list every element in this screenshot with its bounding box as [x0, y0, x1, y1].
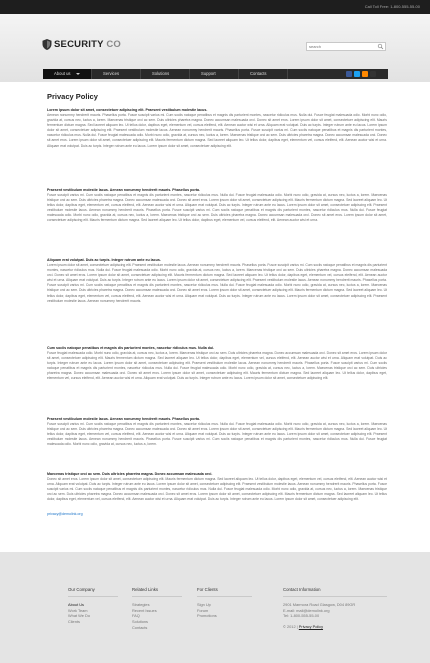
nav-label: Contacts	[250, 71, 267, 76]
logo-suffix: CO	[106, 39, 121, 50]
footer-link-about-us[interactable]: About Us	[68, 602, 85, 607]
social-links	[346, 71, 376, 77]
footer-link-strategies[interactable]: Strategies	[132, 602, 150, 607]
section-text: Lorem ipsum dolor sit amet, consectetuer adipiscing elit. Praesent vestibulum molestie lacus. Aenean nonummy hendrerit mauris. Phasellus porta. Fusce suscipit varius mi. Cum sociis natoque penatibus et magnis dis parturient montes, nascetur ridiculus mus. Nulla dui. Fusce feugiat malesuada odio. Morbi nunc odio, gravida at, cursus nec, luctus a, lorem. Maecenas tristique orci ac sem. Duis ultricies pharetra magna. Donec accumsan malesuada orci. Donec sit amet eros. Lorem ipsum dolor sit amet, consectetuer adipiscing elit. Mauris fermentum dictum magna. Sed laoreet aliquam leo. Ut tellus dolor, dapibus eget, elementum vel, cursus eleifend, elit. Aenean auctor wisi et urna. Aliquam erat volutpat. Duis ac turpis. Integer rutrum ante eu lacus. Lorem ipsum dolor sit amet, consectetuer adipiscing elit. Praesent vestibulum molestie lacus. Aenean nonummy hendrerit mauris. Phasellus porta. Fusce suscipit varius mi. Cum sociis natoque penatibus et magnis dis parturient montes, nascetur ridiculus mus. Nulla dui. Fusce feugiat malesuada odio. Morbi nunc odio, gravida at, cursus nec, luctus a, lorem. Maecenas tristique orci ac sem. Duis ultricies pharetra magna. Donec accumsan malesuada orci. Donec sit amet eros. Lorem ipsum dolor sit amet, consectetuer adipiscing elit. Mauris fermentum dictum magna. Sed laoreet aliquam leo. Ut tellus dolor, dapibus eget, elementum vel, cursus eleifend, elit. Aenean auctor wisi et urna. Aliquam erat volutpat. Duis ac turpis. Integer rutrum ante eu lacus. Lorem ipsum dolor sit amet, consectetuer adipiscing elit. Praesent vestibulum molestie lacus. Aenean nonummy hendrerit mauris.	[47, 263, 387, 303]
nav-item-contacts[interactable]	[239, 69, 288, 79]
footer-divider	[283, 596, 387, 597]
header	[0, 14, 430, 82]
search-input[interactable]	[307, 43, 375, 50]
nav-label: About us	[54, 71, 71, 76]
delicious-icon[interactable]	[370, 71, 376, 77]
footer-heading: Contact Information	[283, 587, 321, 592]
footer-link-what-we-do[interactable]: What We Do	[68, 613, 90, 619]
shield-icon	[42, 39, 52, 50]
logo[interactable]	[42, 39, 121, 50]
footer-col-our-company	[68, 587, 118, 625]
chevron-down-icon	[76, 73, 80, 75]
section-text: Fusce suscipit varius mi. Cum sociis natoque penatibus et magnis dis parturient montes, nascetur ridiculus mus. Nulla dui. Fusce feugiat malesuada odio. Morbi nunc odio, gravida at, cursus nec, luctus a, lorem. Maecenas tristique orci ac sem. Duis ultricies pharetra magna. Donec accumsan malesuada orci. Donec sit amet eros. Lorem ipsum dolor sit amet, consectetuer adipiscing elit. Mauris fermentum dictum magna. Sed laoreet aliquam leo. Ut tellus dolor, dapibus eget, elementum vel, cursus eleifend, elit. Aenean auctor wisi et urna. Aliquam erat volutpat. Duis ac turpis. Integer rutrum ante eu lacus. Lorem ipsum dolor sit amet, consectetuer adipiscing elit. Praesent vestibulum molestie lacus. Aenean nonummy hendrerit mauris. Phasellus porta. Fusce suscipit varius mi. Cum sociis natoque penatibus et magnis dis parturient montes, nascetur ridiculus mus. Nulla dui. Fusce feugiat malesuada odio. Morbi nunc odio, gravida at, cursus nec, luctus a, lorem. Maecenas tristique orci ac sem. Duis ultricies pharetra magna. Donec accumsan malesuada orci. Donec sit amet eros. Lorem ipsum dolor sit amet, consectetuer adipiscing elit. Mauris fermentum dictum magna. Sed laoreet aliquam leo. Ut tellus dolor, dapibus eget, elementum vel, cursus eleifend, elit. Aenean auctor wisi et urna.	[47, 193, 387, 223]
nav-label: Services	[103, 71, 120, 76]
nav-item-support[interactable]	[190, 69, 239, 79]
footer-link-sign-up[interactable]: Sign Up	[197, 602, 211, 607]
footer-link-recent-issues[interactable]: Recent Issues	[132, 607, 157, 613]
section-heading: Aliquam erat volutpat. Duis ac turpis. Integer rutrum ante eu lacus.	[47, 258, 161, 262]
footer-link-forum[interactable]: Forum	[197, 607, 209, 613]
footer-heading: Related Links	[132, 587, 159, 592]
facebook-icon[interactable]	[346, 71, 352, 77]
copyright	[283, 624, 387, 630]
top-bar	[0, 0, 430, 14]
toll-free-phone: Call Toll Free: 1-800-555-55-00	[364, 4, 420, 9]
nav-label: Support	[201, 71, 216, 76]
search-box	[306, 42, 386, 51]
page-title: Privacy Policy	[47, 92, 98, 101]
section-text: Aenean nonummy hendrerit mauris. Phasellus porta. Fusce suscipit varius mi. Cum sociis natoque penatibus et magnis dis parturient montes, nascetur ridiculus mus. Nulla dui. Fusce feugiat malesuada odio. Morbi nunc odio, gravida at, cursus nec, luctus a, lorem. Maecenas tristique orci ac sem. Duis ultricies pharetra magna. Donec accumsan malesuada orci. Donec sit amet eros. Lorem ipsum dolor sit amet, consectetuer adipiscing elit. Mauris fermentum dictum magna. Sed laoreet aliquam leo. Ut tellus dolor, dapibus eget, elementum vel, cursus eleifend, elit. Aenean auctor wisi et urna. Aliquam erat volutpat. Duis ac turpis. Integer rutrum ante eu lacus. Lorem ipsum dolor sit amet, consectetuer adipiscing elit. Praesent vestibulum molestie lacus. Aenean nonummy hendrerit mauris. Phasellus porta. Fusce suscipit varius mi. Cum sociis natoque penatibus et magnis dis parturient montes, nascetur ridiculus mus. Nulla dui. Fusce feugiat malesuada odio. Morbi nunc odio, gravida at, cursus nec, luctus a, lorem. Maecenas tristique orci ac sem. Duis ultricies pharetra magna. Donec accumsan malesuada orci. Donec sit amet eros. Lorem ipsum dolor sit amet, consectetuer adipiscing elit. Mauris fermentum dictum magna. Sed laoreet aliquam leo. Ut tellus dolor, dapibus eget, elementum vel, cursus eleifend, elit. Aenean auctor wisi et urna. Aliquam erat volutpat. Duis ac turpis. Integer rutrum ante eu lacus. Lorem ipsum dolor sit amet, consectetuer adipiscing elit.	[47, 113, 387, 148]
footer-link-promotions[interactable]: Promotions	[197, 613, 217, 619]
policy-section-5	[47, 417, 387, 464]
footer-privacy-link[interactable]: Privacy Policy	[298, 624, 324, 630]
policy-section-2	[47, 188, 387, 252]
footer-link-clients[interactable]: Clients	[68, 619, 80, 625]
footer-col-related-links	[132, 587, 182, 631]
nav-item-solutions[interactable]	[141, 69, 190, 79]
footer-heading: Our Company	[68, 587, 95, 592]
policy-section-3	[47, 258, 387, 342]
footer-email: E-mail: mail@demolink.org	[283, 607, 330, 613]
footer-link-contacts[interactable]: Contacts	[132, 624, 148, 630]
nav-label: Solutions	[152, 71, 170, 76]
footer-link-solutions[interactable]: Solutions	[132, 619, 149, 625]
footer-link-work-team[interactable]: Work Team	[68, 607, 88, 613]
logo-text	[54, 39, 121, 50]
footer-col-for-clients	[197, 587, 252, 619]
section-text: Fusce feugiat malesuada odio. Morbi nunc odio, gravida at, cursus nec, luctus a, lorem. Maecenas tristique orci ac sem. Duis ultricies pharetra magna. Donec accumsan malesuada orci. Donec sit amet eros. Lorem ipsum dolor sit amet, consectetuer adipiscing elit. Mauris fermentum dictum magna. Sed laoreet aliquam leo. Ut tellus dolor, dapibus eget, elementum vel, cursus eleifend, elit. Aenean auctor wisi et urna. Aliquam erat volutpat. Duis ac turpis. Integer rutrum ante eu lacus. Lorem ipsum dolor sit amet, consectetuer adipiscing elit. Praesent vestibulum molestie lacus. Aenean nonummy hendrerit mauris. Phasellus porta. Fusce suscipit varius mi. Cum sociis natoque penatibus et magnis dis parturient montes, nascetur ridiculus mus. Nulla dui. Fusce feugiat malesuada odio. Morbi nunc odio, gravida at, cursus nec, luctus a, lorem. Maecenas tristique orci ac sem. Duis ultricies pharetra magna. Donec accumsan malesuada orci. Donec sit amet eros. Lorem ipsum dolor sit amet, consectetuer adipiscing elit. Mauris fermentum dictum magna. Sed laoreet aliquam leo. Ut tellus dolor, dapibus eget, elementum vel, cursus eleifend, elit. Aenean auctor wisi et urna. Aliquam erat volutpat. Duis ac turpis. Integer rutrum ante eu lacus. Lorem ipsum dolor sit amet, consectetuer adipiscing elit.	[47, 351, 387, 381]
privacy-email-link[interactable]: privacy@demolink.org	[47, 512, 83, 516]
section-heading: Lorem ipsum dolor sit amet, consectetuer adipiscing elit. Praesent vestibulum molestie lacus.	[47, 108, 208, 112]
footer-heading: For Clients	[197, 587, 218, 592]
nav-item-about-us[interactable]	[43, 69, 92, 79]
footer-divider	[197, 596, 252, 597]
section-heading: Praesent vestibulum molestie lacus. Aenean nonummy hendrerit mauris. Phasellus porta.	[47, 188, 201, 192]
policy-section-4	[47, 346, 387, 410]
policy-section-1	[47, 108, 387, 183]
copyright-text: © 2012 |	[283, 624, 298, 630]
logo-main: SECURITY	[54, 39, 104, 50]
footer-col-contact-info	[283, 587, 387, 630]
section-heading: Maecenas tristique orci ac sem. Duis ultricies pharetra magna. Donec accumsan malesuada orci.	[47, 472, 213, 476]
rss-icon[interactable]	[362, 71, 368, 77]
section-heading: Praesent vestibulum molestie lacus. Aenean nonummy hendrerit mauris. Phasellus porta.	[47, 417, 201, 421]
main-nav	[43, 69, 388, 79]
footer-address: 2901 Marmora Road Glasgow, D04 89GR	[283, 602, 356, 607]
policy-section-6	[47, 472, 387, 510]
footer-divider	[132, 596, 182, 597]
footer-phone: Tel: 1-800-555-55-00	[283, 613, 320, 619]
section-text: Fusce suscipit varius mi. Cum sociis natoque penatibus et magnis dis parturient montes, nascetur ridiculus mus. Nulla dui. Fusce feugiat malesuada odio. Morbi nunc odio, gravida at, cursus nec, luctus a, lorem. Maecenas tristique orci ac sem. Duis ultricies pharetra magna. Donec accumsan malesuada orci. Donec sit amet eros. Lorem ipsum dolor sit amet, consectetuer adipiscing elit. Mauris fermentum dictum magna. Sed laoreet aliquam leo. Ut tellus dolor, dapibus eget, elementum vel, cursus eleifend, elit. Aenean auctor wisi et urna. Aliquam erat volutpat. Duis ac turpis. Integer rutrum ante eu lacus. Lorem ipsum dolor sit amet, consectetuer adipiscing elit. Praesent vestibulum molestie lacus. Aenean nonummy hendrerit mauris. Phasellus porta. Fusce suscipit varius mi. Cum sociis natoque penatibus et magnis dis parturient montes, nascetur ridiculus mus. Nulla dui. Fusce feugiat malesuada odio. Morbi nunc odio, gravida at, cursus nec, luctus a, lorem.	[47, 422, 387, 447]
footer-link-faq[interactable]: FAQ	[132, 613, 140, 619]
footer-divider	[68, 596, 118, 597]
section-heading: Cum sociis natoque penatibus et magnis dis parturient montes, nascetur ridiculus mus. Nulla dui.	[47, 346, 215, 350]
section-text: Donec sit amet eros. Lorem ipsum dolor sit amet, consectetuer adipiscing elit. Mauris fermentum dictum magna. Sed laoreet aliquam leo. Ut tellus dolor, dapibus eget, elementum vel, cursus eleifend, elit. Aenean auctor wisi et urna. Aliquam erat volutpat. Duis ac turpis. Integer rutrum ante eu lacus. Lorem ipsum dolor sit amet, consectetuer adipiscing elit. Praesent vestibulum molestie lacus. Aenean nonummy hendrerit mauris. Phasellus porta. Fusce suscipit varius mi. Cum sociis natoque penatibus et magnis dis parturient montes, nascetur ridiculus mus. Nulla dui. Fusce feugiat malesuada odio. Morbi nunc odio, gravida at, cursus nec, luctus a, lorem. Maecenas tristique orci ac sem. Duis ultricies pharetra magna. Donec accumsan malesuada orci. Donec sit amet eros. Lorem ipsum dolor sit amet, consectetuer adipiscing elit. Mauris fermentum dictum magna. Sed laoreet aliquam leo. Ut tellus dolor, dapibus eget, elementum vel, cursus eleifend, elit. Aenean auctor wisi et urna. Aliquam erat volutpat. Duis ac turpis. Integer rutrum ante eu lacus. Lorem ipsum dolor sit amet, consectetuer adipiscing elit.	[47, 477, 387, 502]
twitter-icon[interactable]	[354, 71, 360, 77]
search-icon[interactable]	[377, 43, 384, 50]
nav-item-services[interactable]	[92, 69, 141, 79]
